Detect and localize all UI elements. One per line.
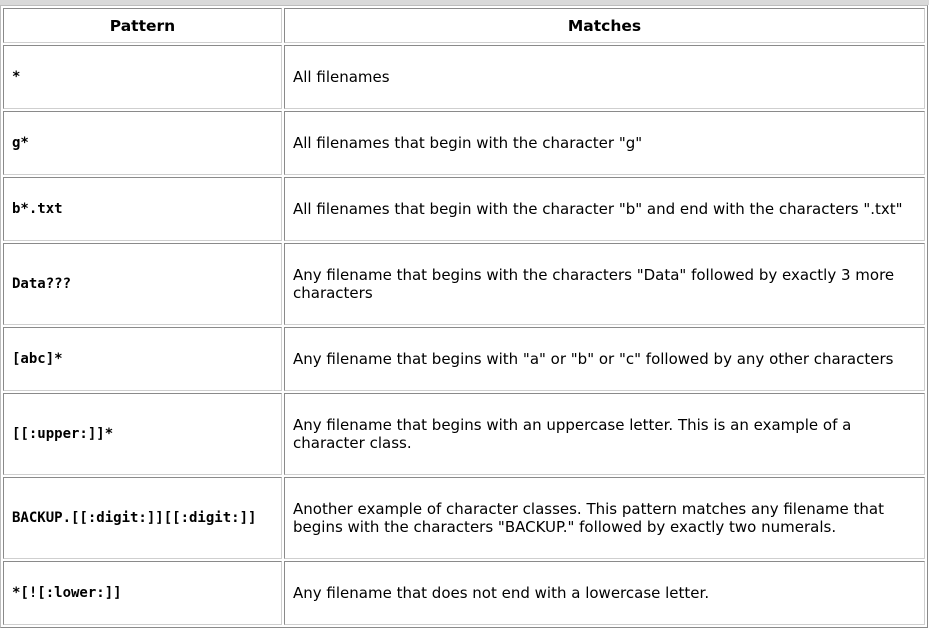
- table-row: [3, 243, 925, 325]
- pattern-cell: *[![:lower:]]: [3, 561, 282, 625]
- table-row: [3, 477, 925, 559]
- pattern-cell: [[:upper:]]*: [3, 393, 282, 475]
- table-row: [3, 177, 925, 241]
- matches-cell: All filenames: [284, 45, 925, 109]
- column-header-pattern: Pattern: [3, 8, 282, 43]
- table-row: [3, 111, 925, 175]
- pattern-cell: [abc]*: [3, 327, 282, 391]
- matches-cell: All filenames that begin with the character "b" and end with the characters ".txt": [284, 177, 925, 241]
- pattern-cell: g*: [3, 111, 282, 175]
- table-row: [3, 561, 925, 625]
- table-row: [3, 393, 925, 475]
- table-row: [3, 327, 925, 391]
- pattern-cell: *: [3, 45, 282, 109]
- matches-cell: Any filename that begins with the characters "Data" followed by exactly 3 more characters: [284, 243, 925, 325]
- table-row: [3, 45, 925, 109]
- table-header-row: [3, 8, 925, 43]
- pattern-cell: b*.txt: [3, 177, 282, 241]
- wildcard-patterns-table: [0, 5, 928, 628]
- matches-cell: Any filename that does not end with a lowercase letter.: [284, 561, 925, 625]
- matches-cell: Any filename that begins with "a" or "b" or "c" followed by any other characters: [284, 327, 925, 391]
- matches-cell: Any filename that begins with an uppercase letter. This is an example of a character class.: [284, 393, 925, 475]
- pattern-cell: Data???: [3, 243, 282, 325]
- column-header-matches: Matches: [284, 8, 925, 43]
- matches-cell: Another example of character classes. This pattern matches any filename that begins with the characters "BACKUP." followed by exactly two numerals.: [284, 477, 925, 559]
- pattern-cell: BACKUP.[[:digit:]][[:digit:]]: [3, 477, 282, 559]
- matches-cell: All filenames that begin with the character "g": [284, 111, 925, 175]
